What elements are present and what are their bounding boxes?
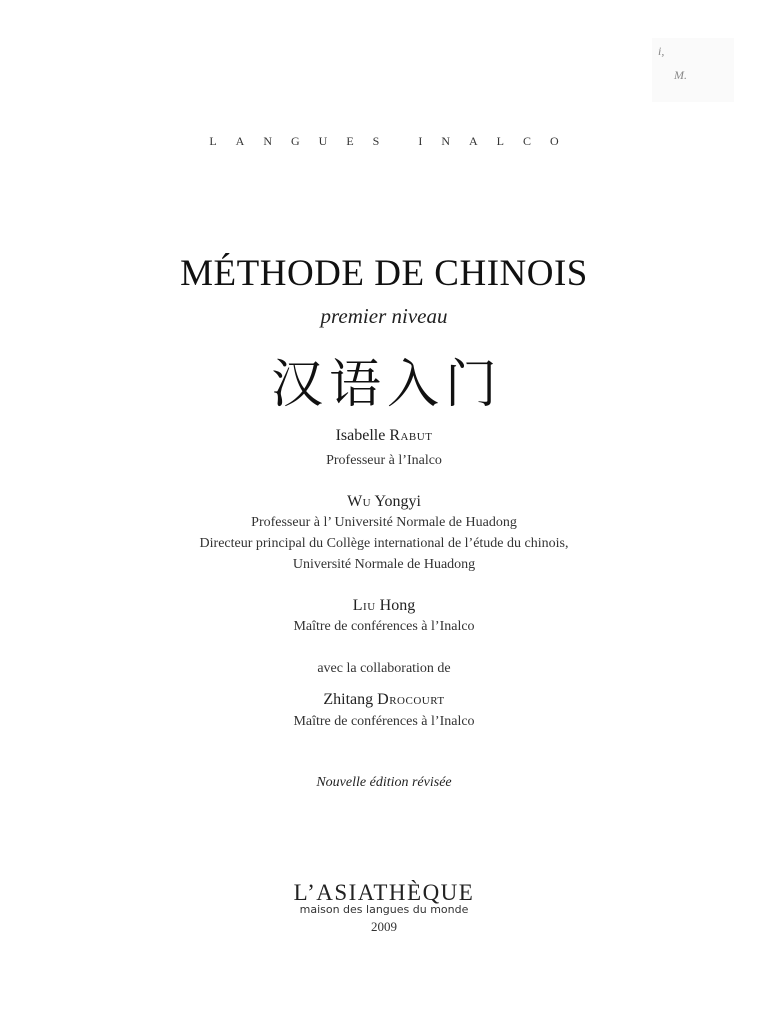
chinese-title: 汉语入门	[270, 355, 503, 415]
annotation-mark-2: M.	[674, 68, 687, 82]
author-3-affiliation: Maître de conférences à l’Inalco	[293, 619, 475, 634]
book-subtitle: premier niveau	[320, 304, 448, 328]
author-2-affiliation-1: Professeur à l’ Université Normale de Huadong	[251, 515, 517, 530]
publisher-tagline: maison des langues du monde	[299, 903, 469, 916]
series-word-inalco: INALCO	[418, 134, 578, 148]
book-title: MÉTHODE DE CHINOIS	[180, 253, 588, 294]
collaborator-last-name: Drocourt	[377, 691, 445, 708]
author-1-last-name: Rabut	[389, 427, 433, 444]
series-name	[0, 134, 768, 149]
collaborator-name	[0, 691, 768, 709]
author-2-affiliation-2: Directeur principal du Collège international de l’étude du chinois,	[199, 536, 569, 551]
author-3-first-name: Hong	[379, 597, 416, 614]
author-2-first-name: Yongyi	[374, 493, 421, 510]
author-1-first-name: Isabelle	[335, 427, 386, 444]
annotation-mark-1: i,	[658, 44, 665, 58]
publisher-logo: L’ASIATHÈQUE	[293, 880, 475, 905]
author-3-last-name: Liu	[352, 597, 376, 614]
author-3-name	[0, 597, 768, 615]
collaborator-affiliation: Maître de conférences à l’Inalco	[293, 714, 475, 729]
publication-year: 2009	[371, 919, 397, 934]
collaboration-intro: avec la collaboration de	[317, 661, 451, 676]
author-1-affiliation: Professeur à l’Inalco	[326, 453, 442, 468]
collaborator-first-name: Zhitang	[323, 691, 374, 708]
author-2-last-name: Wu	[347, 493, 372, 510]
author-2-name	[0, 493, 768, 511]
author-1-name	[0, 427, 768, 445]
series-word-langues: LANGUES	[209, 134, 399, 148]
author-2-affiliation-3: Université Normale de Huadong	[292, 557, 476, 572]
edition-note: Nouvelle édition révisée	[316, 775, 452, 790]
handwritten-annotation	[652, 38, 734, 102]
